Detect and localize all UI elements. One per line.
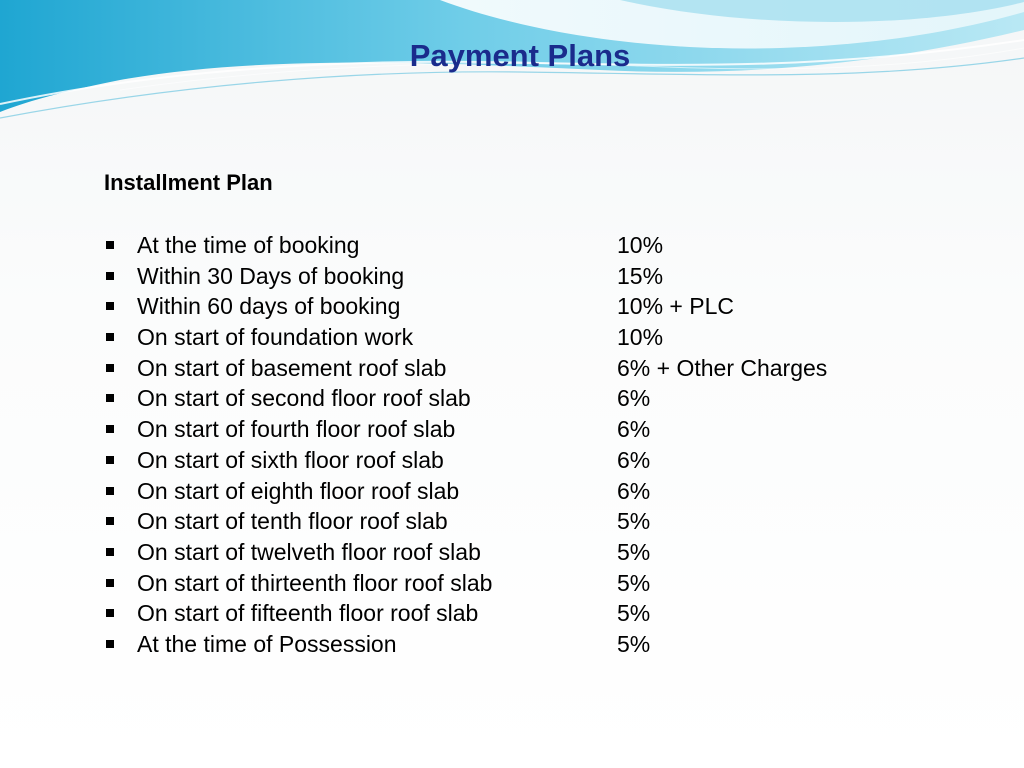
- bullet-icon: [106, 394, 114, 402]
- installment-stage: On start of fourth floor roof slab: [137, 416, 456, 443]
- installment-stage: At the time of booking: [137, 232, 360, 258]
- installment-stage: On start of eighth floor roof slab: [137, 477, 460, 504]
- installment-amount: 5%: [617, 569, 651, 596]
- installment-amount: 10%: [617, 324, 664, 351]
- bullet-icon: [106, 272, 114, 280]
- installment-stage: On start of tenth floor roof slab: [137, 508, 448, 535]
- installment-amount: 10%: [617, 232, 664, 258]
- installment-stage: On start of sixth floor roof slab: [137, 446, 444, 473]
- page-title: Payment Plans: [409, 38, 631, 73]
- bullet-icon: [106, 456, 114, 464]
- bullet-icon: [106, 364, 114, 372]
- installment-stage: Within 60 days of booking: [137, 293, 401, 320]
- installment-amount: 6%: [617, 477, 651, 504]
- bullet-icon: [106, 579, 114, 587]
- installment-amount: 6%: [617, 385, 651, 412]
- bullet-icon: [106, 425, 114, 433]
- installment-stage: On start of second floor roof slab: [137, 385, 471, 412]
- installment-stage: On start of twelveth floor roof slab: [137, 538, 481, 565]
- bullet-icon: [106, 640, 114, 648]
- installment-stage: Within 30 Days of booking: [137, 262, 405, 289]
- installment-amount: 5%: [617, 508, 651, 535]
- bullet-icon: [106, 487, 114, 495]
- bullet-icon: [106, 548, 114, 556]
- installment-amount: 6% + Other Charges: [617, 354, 828, 381]
- bullet-icon: [106, 517, 114, 525]
- installment-amount: 6%: [617, 446, 651, 473]
- installment-stage: On start of fifteenth floor roof slab: [137, 600, 479, 627]
- installment-amount: 15%: [617, 262, 664, 289]
- bullet-icon: [106, 333, 114, 341]
- installment-stage: On start of basement roof slab: [137, 354, 447, 381]
- installment-stage: On start of thirteenth floor roof slab: [137, 569, 493, 596]
- installment-amount: 5%: [617, 538, 651, 565]
- bullet-icon: [106, 302, 114, 310]
- bullet-icon: [106, 241, 114, 249]
- installment-amount: 6%: [617, 416, 651, 443]
- bullet-icon: [106, 609, 114, 617]
- installment-amount: 5%: [617, 600, 651, 627]
- installment-amount: 10% + PLC: [617, 293, 734, 320]
- installment-stage: On start of foundation work: [137, 324, 414, 351]
- section-heading: Installment Plan: [104, 170, 273, 195]
- installment-amount: 5%: [617, 630, 651, 657]
- installment-stage: At the time of Possession: [137, 630, 397, 657]
